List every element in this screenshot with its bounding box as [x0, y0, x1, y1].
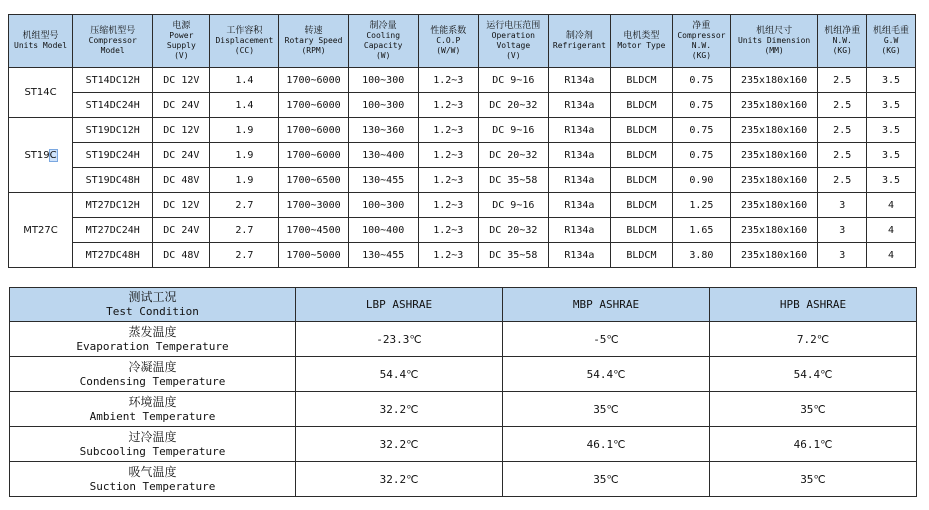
spec-header-en: Refrigerant	[552, 41, 606, 50]
spec-table-row	[9, 143, 916, 168]
spec-header-cn: 机组毛重	[873, 26, 910, 36]
test-value-cell: 35℃	[503, 462, 710, 497]
spec-header-cn: 电机类型	[623, 31, 660, 41]
spec-cell: 1.2~3	[418, 143, 478, 168]
test-value-cell: 35℃	[503, 392, 710, 427]
spec-cell: R134a	[548, 218, 610, 243]
spec-cell: 3.80	[672, 243, 730, 268]
spec-cell: 235x180x160	[730, 93, 817, 118]
spec-table-row	[9, 68, 916, 93]
spec-cell: 1.2~3	[418, 243, 478, 268]
spec-cell: 235x180x160	[730, 243, 817, 268]
test-row-label-cn: 环境温度	[128, 394, 177, 409]
spec-cell: 0.75	[672, 68, 730, 93]
spec-cell: DC 48V	[153, 168, 210, 193]
spec-cell: DC 35~58	[478, 243, 548, 268]
spec-cell: ST19DC12H	[73, 118, 153, 143]
spec-cell: 130~400	[348, 143, 418, 168]
spec-column-header	[9, 15, 73, 68]
test-col-header: LBP ASHRAE	[296, 288, 503, 322]
test-value-cell: 32.2℃	[296, 462, 503, 497]
spec-cell: DC 24V	[153, 93, 210, 118]
test-row-label-cn: 冷凝温度	[128, 359, 177, 374]
spec-cell: 1.4	[210, 93, 279, 118]
spec-cell: 100~300	[348, 193, 418, 218]
spec-column-header	[210, 15, 279, 68]
spec-cell: 2.5	[818, 168, 867, 193]
spec-cell: MT27DC12H	[73, 193, 153, 218]
spec-header-en: Operation	[491, 31, 535, 40]
spec-cell: 130~455	[348, 243, 418, 268]
spec-column-header	[548, 15, 610, 68]
test-table-row	[10, 427, 917, 462]
spec-header-cn: 压缩机型号	[90, 26, 136, 36]
spec-cell: DC 48V	[153, 243, 210, 268]
spec-cell: DC 9~16	[478, 68, 548, 93]
spec-cell: 4	[867, 193, 916, 218]
spec-cell: 1.9	[210, 168, 279, 193]
spec-cell: 1.9	[210, 118, 279, 143]
spec-cell: 3	[818, 193, 867, 218]
test-row-label-en: Ambient Temperature	[89, 409, 216, 423]
spec-cell: DC 24V	[153, 143, 210, 168]
spec-cell: 2.5	[818, 68, 867, 93]
spec-header-cn: 性能系数	[430, 26, 467, 36]
spec-cell: DC 24V	[153, 218, 210, 243]
spec-cell: 1700~6000	[279, 93, 348, 118]
test-value-cell: 54.4℃	[296, 357, 503, 392]
spec-header-cn: 制冷剂	[565, 31, 593, 41]
test-row-label	[10, 462, 296, 497]
spec-header-en: (KG)	[832, 46, 852, 55]
spec-table-row	[9, 218, 916, 243]
test-row-label	[10, 357, 296, 392]
spec-cell: R134a	[548, 193, 610, 218]
spec-cell: 1.2~3	[418, 168, 478, 193]
test-col-header: MBP ASHRAE	[503, 288, 710, 322]
spec-cell: ST19DC24H	[73, 143, 153, 168]
spec-cell: 3.5	[867, 68, 916, 93]
spec-cell: 2.7	[210, 193, 279, 218]
spec-cell: 1700~6000	[279, 143, 348, 168]
spec-cell: ST14DC24H	[73, 93, 153, 118]
spec-cell: 100~400	[348, 218, 418, 243]
test-col-header: HPB ASHRAE	[710, 288, 917, 322]
spec-cell: 0.75	[672, 143, 730, 168]
spec-header-en: (W/W)	[436, 46, 461, 55]
spec-cell: 1.2~3	[418, 193, 478, 218]
spec-cell: 235x180x160	[730, 68, 817, 93]
spec-column-header	[730, 15, 817, 68]
test-row-label	[10, 392, 296, 427]
test-row-label-cn: 蒸发温度	[128, 324, 177, 339]
spec-cell: R134a	[548, 168, 610, 193]
test-value-cell: 35℃	[710, 392, 917, 427]
spec-cell: DC 12V	[153, 118, 210, 143]
spec-header-en: (V)	[174, 51, 189, 60]
spec-header-cn: 净重	[692, 21, 711, 31]
spec-header-en: Motor Type	[617, 41, 666, 50]
spec-cell: 3.5	[867, 118, 916, 143]
test-condition-header-cn: 测试工况	[128, 290, 177, 304]
spec-cell: R134a	[548, 118, 610, 143]
spec-cell: ST14DC12H	[73, 68, 153, 93]
spec-cell: 1700~6000	[279, 68, 348, 93]
spec-cell: 235x180x160	[730, 218, 817, 243]
unit-model-text: ST14C	[24, 87, 57, 98]
spec-header-en: N.W.	[832, 36, 852, 45]
spec-header-cn: 电源	[172, 21, 191, 31]
test-table-row	[10, 392, 917, 427]
spec-cell: 2.7	[210, 243, 279, 268]
test-condition-table	[9, 287, 917, 497]
spec-cell: BLDCM	[610, 143, 672, 168]
test-value-cell: 54.4℃	[710, 357, 917, 392]
test-condition-header-en: Test Condition	[106, 305, 199, 318]
spec-cell: 235x180x160	[730, 143, 817, 168]
unit-model-cell	[9, 193, 73, 268]
spec-column-header	[153, 15, 210, 68]
spec-cell: 100~300	[348, 93, 418, 118]
spec-cell: 1700~6000	[279, 118, 348, 143]
spec-header-cn: 工作容积	[226, 26, 263, 36]
unit-model-text: MT27C	[23, 224, 58, 236]
spec-header-en: Cooling	[366, 31, 401, 40]
spec-table-row	[9, 168, 916, 193]
spec-column-header	[818, 15, 867, 68]
test-value-cell: 46.1℃	[710, 427, 917, 462]
spec-table-row	[9, 243, 916, 268]
spec-column-header	[73, 15, 153, 68]
spec-cell: 2.7	[210, 218, 279, 243]
spec-cell: BLDCM	[610, 93, 672, 118]
spec-cell: 1700~6500	[279, 168, 348, 193]
test-table-row	[10, 462, 917, 497]
spec-table	[8, 14, 916, 268]
spec-cell: DC 35~58	[478, 168, 548, 193]
test-table-row	[10, 322, 917, 357]
spec-header-cn: 制冷量	[369, 21, 397, 31]
spec-cell: DC 20~32	[478, 218, 548, 243]
spec-cell: 1.2~3	[418, 68, 478, 93]
spec-cell: 2.5	[818, 93, 867, 118]
spec-cell: DC 12V	[153, 68, 210, 93]
spec-cell: DC 9~16	[478, 118, 548, 143]
test-row-label-en: Evaporation Temperature	[76, 339, 229, 353]
test-row-label	[10, 322, 296, 357]
spec-header-en: Units Model	[14, 41, 68, 50]
spec-header-cn: 机组净重	[824, 26, 861, 36]
spec-cell: 1700~4500	[279, 218, 348, 243]
spec-header-en: Model	[100, 46, 125, 55]
spec-cell: MT27DC48H	[73, 243, 153, 268]
spec-cell: 130~360	[348, 118, 418, 143]
spec-column-header	[348, 15, 418, 68]
spec-header-en: (CC)	[234, 46, 255, 55]
spec-cell: 1.2~3	[418, 218, 478, 243]
test-row-label-en: Subcooling Temperature	[79, 444, 226, 458]
spec-header-en: (KG)	[881, 46, 901, 55]
test-value-cell: 35℃	[710, 462, 917, 497]
spec-cell: BLDCM	[610, 118, 672, 143]
spec-cell: 0.75	[672, 118, 730, 143]
unit-model-text: ST19	[24, 149, 50, 161]
spec-header-en: Supply	[166, 41, 196, 50]
spec-cell: 235x180x160	[730, 118, 817, 143]
spec-column-header	[279, 15, 348, 68]
test-row-label	[10, 427, 296, 462]
spec-cell: 1.2~3	[418, 118, 478, 143]
test-value-cell: 32.2℃	[296, 392, 503, 427]
spec-cell: 3.5	[867, 143, 916, 168]
spec-header-en: Voltage	[496, 41, 531, 50]
spec-column-header	[867, 15, 916, 68]
spec-cell: 1.65	[672, 218, 730, 243]
spec-table-row	[9, 93, 916, 118]
spec-cell: 4	[867, 243, 916, 268]
spec-cell: MT27DC24H	[73, 218, 153, 243]
spec-header-row	[9, 15, 916, 68]
spec-cell: 1700~3000	[279, 193, 348, 218]
spec-header-cn: 运行电压范围	[486, 21, 541, 31]
test-header-row	[10, 288, 917, 322]
spec-cell: R134a	[548, 143, 610, 168]
test-value-cell: -23.3℃	[296, 322, 503, 357]
spec-header-en: (V)	[506, 51, 521, 60]
spec-header-en: G.W	[883, 36, 899, 45]
test-table-row	[10, 357, 917, 392]
unit-model-cell	[9, 118, 73, 193]
test-row-label-cn: 吸气温度	[128, 464, 177, 479]
spec-column-header	[610, 15, 672, 68]
spec-column-header	[478, 15, 548, 68]
spec-cell: 1700~5000	[279, 243, 348, 268]
spec-cell: 3.5	[867, 168, 916, 193]
spec-cell: BLDCM	[610, 193, 672, 218]
spec-cell: R134a	[548, 243, 610, 268]
spec-cell: R134a	[548, 68, 610, 93]
spec-cell: 130~455	[348, 168, 418, 193]
test-value-cell: 46.1℃	[503, 427, 710, 462]
spec-cell: 0.75	[672, 93, 730, 118]
test-row-label-en: Suction Temperature	[89, 479, 216, 493]
spec-header-cn: 机组尺寸	[756, 26, 793, 36]
spec-cell: 4	[867, 218, 916, 243]
unit-model-selected-text: C	[49, 149, 57, 161]
spec-cell: 3	[818, 243, 867, 268]
spec-cell: 2.5	[818, 118, 867, 143]
test-row-label-en: Condensing Temperature	[79, 374, 226, 388]
test-condition-header	[10, 288, 296, 322]
test-value-cell: 32.2℃	[296, 427, 503, 462]
spec-header-en: (MM)	[764, 46, 784, 55]
spec-header-en: C.O.P	[436, 36, 461, 45]
spec-header-en: Compressor	[88, 36, 137, 45]
spec-cell: 1.2~3	[418, 93, 478, 118]
spec-cell: 235x180x160	[730, 193, 817, 218]
spec-cell: 1.9	[210, 143, 279, 168]
spec-cell: ST19DC48H	[73, 168, 153, 193]
test-row-label-cn: 过冷温度	[128, 429, 177, 444]
spec-header-en: (KG)	[691, 51, 712, 60]
spec-cell: BLDCM	[610, 243, 672, 268]
spec-table-row	[9, 193, 916, 218]
spec-cell: 2.5	[818, 143, 867, 168]
spec-cell: DC 20~32	[478, 143, 548, 168]
unit-model-cell	[9, 68, 73, 118]
spec-cell: BLDCM	[610, 68, 672, 93]
test-value-cell: -5℃	[503, 322, 710, 357]
test-value-cell: 7.2℃	[710, 322, 917, 357]
spec-header-en: Compressor	[677, 31, 726, 40]
spec-cell: 3.5	[867, 93, 916, 118]
spec-column-header	[672, 15, 730, 68]
spec-header-en: N.W.	[691, 41, 712, 50]
test-value-cell: 54.4℃	[503, 357, 710, 392]
spec-header-en: Units Dimension	[737, 36, 811, 45]
spec-cell: 100~300	[348, 68, 418, 93]
spec-cell: 1.25	[672, 193, 730, 218]
spec-header-en: Power	[169, 31, 194, 40]
spec-cell: R134a	[548, 93, 610, 118]
spec-cell: 3	[818, 218, 867, 243]
spec-cell: 1.4	[210, 68, 279, 93]
spec-cell: 0.90	[672, 168, 730, 193]
spec-cell: 235x180x160	[730, 168, 817, 193]
spec-cell: BLDCM	[610, 218, 672, 243]
spec-cell: DC 9~16	[478, 193, 548, 218]
spec-table-row	[9, 118, 916, 143]
spec-cell: BLDCM	[610, 168, 672, 193]
spec-header-en: Displacement	[215, 36, 274, 45]
spec-cell: DC 20~32	[478, 93, 548, 118]
spec-header-en: Capacity	[363, 41, 403, 50]
spec-cell: DC 12V	[153, 193, 210, 218]
spec-header-en: (W)	[375, 51, 391, 60]
spec-header-en: (RPM)	[301, 46, 326, 55]
spec-column-header	[418, 15, 478, 68]
spec-header-cn: 转速	[304, 26, 323, 36]
spec-header-cn: 机组型号	[22, 31, 59, 41]
spec-header-en: Rotary Speed	[284, 36, 343, 45]
